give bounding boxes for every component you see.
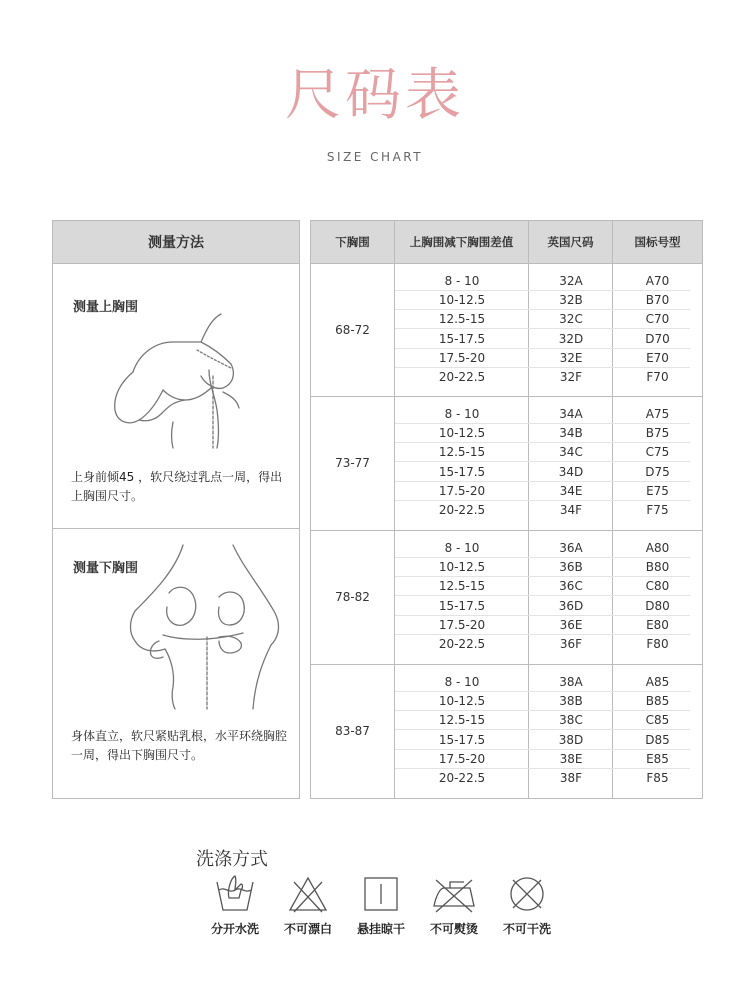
difference-cell: 20-22.5 [438,637,486,651]
cn-size-cell: E70 [646,350,669,365]
table-row [395,635,702,654]
page-subtitle: SIZE CHART [326,150,424,164]
difference-cell: 15-17.5 [438,732,486,747]
uk-size-cell: 32A [559,274,583,288]
table-row [395,577,702,596]
uk-size-cell: 32B [559,293,583,308]
uk-size-cell: 36C [559,579,583,594]
measure-lower-block [53,529,299,799]
uk-size-cell: 38E [559,751,583,766]
difference-cell: 8 - 10 [444,407,480,421]
uk-size-cell: 38D [558,732,584,747]
uk-size-cell: 34E [559,483,583,498]
cn-size-cell: A85 [645,675,670,689]
uk-size-cell: 34C [559,445,583,460]
table-row [395,405,702,424]
difference-cell: 20-22.5 [438,370,486,384]
table-row [395,482,702,501]
cn-size-cell: B80 [645,560,670,575]
table-row [395,349,702,368]
table-row [395,711,702,730]
measure-lower-title: 测量下胸围 [73,561,139,576]
difference-cell: 10-12.5 [438,293,486,308]
difference-cell: 17.5-20 [438,350,486,365]
measure-upper-desc: 上身前倾45 ，软尺绕过乳点一周，得出上胸围尺寸。 [71,470,283,503]
cn-size-cell: F70 [646,370,669,384]
care-item-no-dry-clean [492,874,562,936]
difference-cell: 10-12.5 [438,694,486,709]
table-row [395,291,702,310]
size-group [311,665,702,798]
measure-method-panel [52,220,300,799]
cn-size-cell: A70 [645,274,670,288]
size-table [310,220,703,799]
table-row [395,616,702,635]
size-group [311,264,702,397]
uk-size-cell: 32F [559,370,583,384]
underbust-range: 73-77 [335,456,370,470]
measure-upper-block [53,264,299,529]
table-row [395,272,702,291]
difference-cell: 10-12.5 [438,560,486,575]
table-row [395,692,702,711]
uk-size-cell: 34F [559,503,583,517]
difference-cell: 12.5-15 [438,445,486,460]
difference-cell: 17.5-20 [438,751,486,766]
measure-method-header: 测量方法 [53,221,299,264]
uk-size-cell: 32D [558,331,584,346]
difference-cell: 15-17.5 [438,464,486,479]
no-dry-clean-icon [505,874,549,914]
uk-size-cell: 36E [559,617,583,632]
cn-size-cell: D80 [645,598,670,613]
size-group [311,531,702,665]
difference-cell: 12.5-15 [438,579,486,594]
cn-size-cell: E85 [646,751,669,766]
uk-size-cell: 36F [559,637,583,651]
care-label: 不可熨烫 [429,922,478,936]
cn-size-cell: D70 [645,331,670,346]
difference-cell: 10-12.5 [438,426,486,441]
care-label: 悬挂晾干 [356,922,405,936]
uk-size-cell: 38F [559,771,583,785]
page-title: 尺码表 [285,63,465,128]
table-row [395,558,702,577]
cn-size-cell: D75 [645,464,670,479]
table-row [395,368,702,387]
care-label: 不可干洗 [502,922,551,936]
under-bust-illustration [123,541,293,711]
difference-cell: 20-22.5 [438,771,486,785]
difference-cell: 8 - 10 [444,274,480,288]
uk-size-cell: 32C [559,312,583,327]
uk-size-cell: 34D [558,464,584,479]
table-row [395,731,702,750]
difference-cell: 17.5-20 [438,617,486,632]
table-row [395,673,702,692]
table-row [395,463,702,482]
uk-size-cell: 34A [559,407,583,421]
col-header-cn-size: 国标号型 [634,235,681,249]
cn-size-cell: C70 [645,312,670,327]
upper-bust-illustration [73,292,283,450]
care-item-no-iron [419,874,489,936]
difference-cell: 15-17.5 [438,598,486,613]
care-item-no-bleach [273,874,343,936]
care-label: 不可漂白 [283,922,332,936]
cn-size-cell: C80 [645,579,670,594]
uk-size-cell: 34B [559,426,583,441]
table-row [395,750,702,769]
uk-size-cell: 36B [559,560,583,575]
cn-size-cell: F75 [646,503,669,517]
cn-size-cell: C85 [645,713,670,728]
cn-size-cell: E75 [646,483,669,498]
size-group [311,397,702,531]
cn-size-cell: B75 [645,426,670,441]
table-row [395,539,702,558]
uk-size-cell: 38A [559,675,583,689]
difference-cell: 20-22.5 [438,503,486,517]
size-table-header [311,221,702,264]
difference-cell: 15-17.5 [438,331,486,346]
uk-size-cell: 38C [559,713,583,728]
care-item-line-dry [346,874,416,936]
line-dry-icon [359,874,403,914]
col-header-difference: 上胸围减下胸围差值 [395,221,529,263]
table-row [395,769,702,788]
care-label: 分开水洗 [210,922,259,936]
no-iron-icon [430,874,478,914]
underbust-range: 78-82 [335,590,370,604]
table-row [395,501,702,520]
cn-size-cell: B85 [645,694,670,709]
measure-lower-desc: 身体直立，软尺紧贴乳根，水平环绕胸腔一周，得出下胸围尺寸。 [71,729,288,762]
uk-size-cell: 38B [559,694,583,709]
difference-cell: 12.5-15 [438,713,486,728]
table-row [395,330,702,349]
cn-size-cell: A75 [645,407,670,421]
hand-wash-icon [213,874,257,914]
uk-size-cell: 36D [558,598,584,613]
difference-cell: 17.5-20 [438,483,486,498]
col-header-uk-size: 英国尺码 [529,221,613,263]
cn-size-cell: D85 [645,732,670,747]
uk-size-cell: 36A [559,541,583,555]
cn-size-cell: E80 [646,617,669,632]
cn-size-cell: F85 [646,771,669,785]
cn-size-cell: A80 [645,541,670,555]
care-title: 洗涤方式 [196,849,268,870]
underbust-range: 83-87 [335,723,370,738]
table-row [395,424,702,443]
cn-size-cell: C75 [645,445,670,460]
measure-upper-title: 测量上胸围 [73,300,139,315]
difference-cell: 8 - 10 [444,541,480,555]
uk-size-cell: 32E [559,350,583,365]
cn-size-cell: F80 [646,637,669,651]
difference-cell: 12.5-15 [438,312,486,327]
col-header-underbust: 下胸围 [311,221,395,263]
no-bleach-icon [286,874,330,914]
care-item-hand-wash [200,874,270,936]
difference-cell: 8 - 10 [444,675,480,689]
table-row [395,310,702,329]
table-row [395,443,702,462]
cn-size-cell: B70 [645,293,670,308]
table-row [395,597,702,616]
underbust-range: 68-72 [335,322,370,337]
